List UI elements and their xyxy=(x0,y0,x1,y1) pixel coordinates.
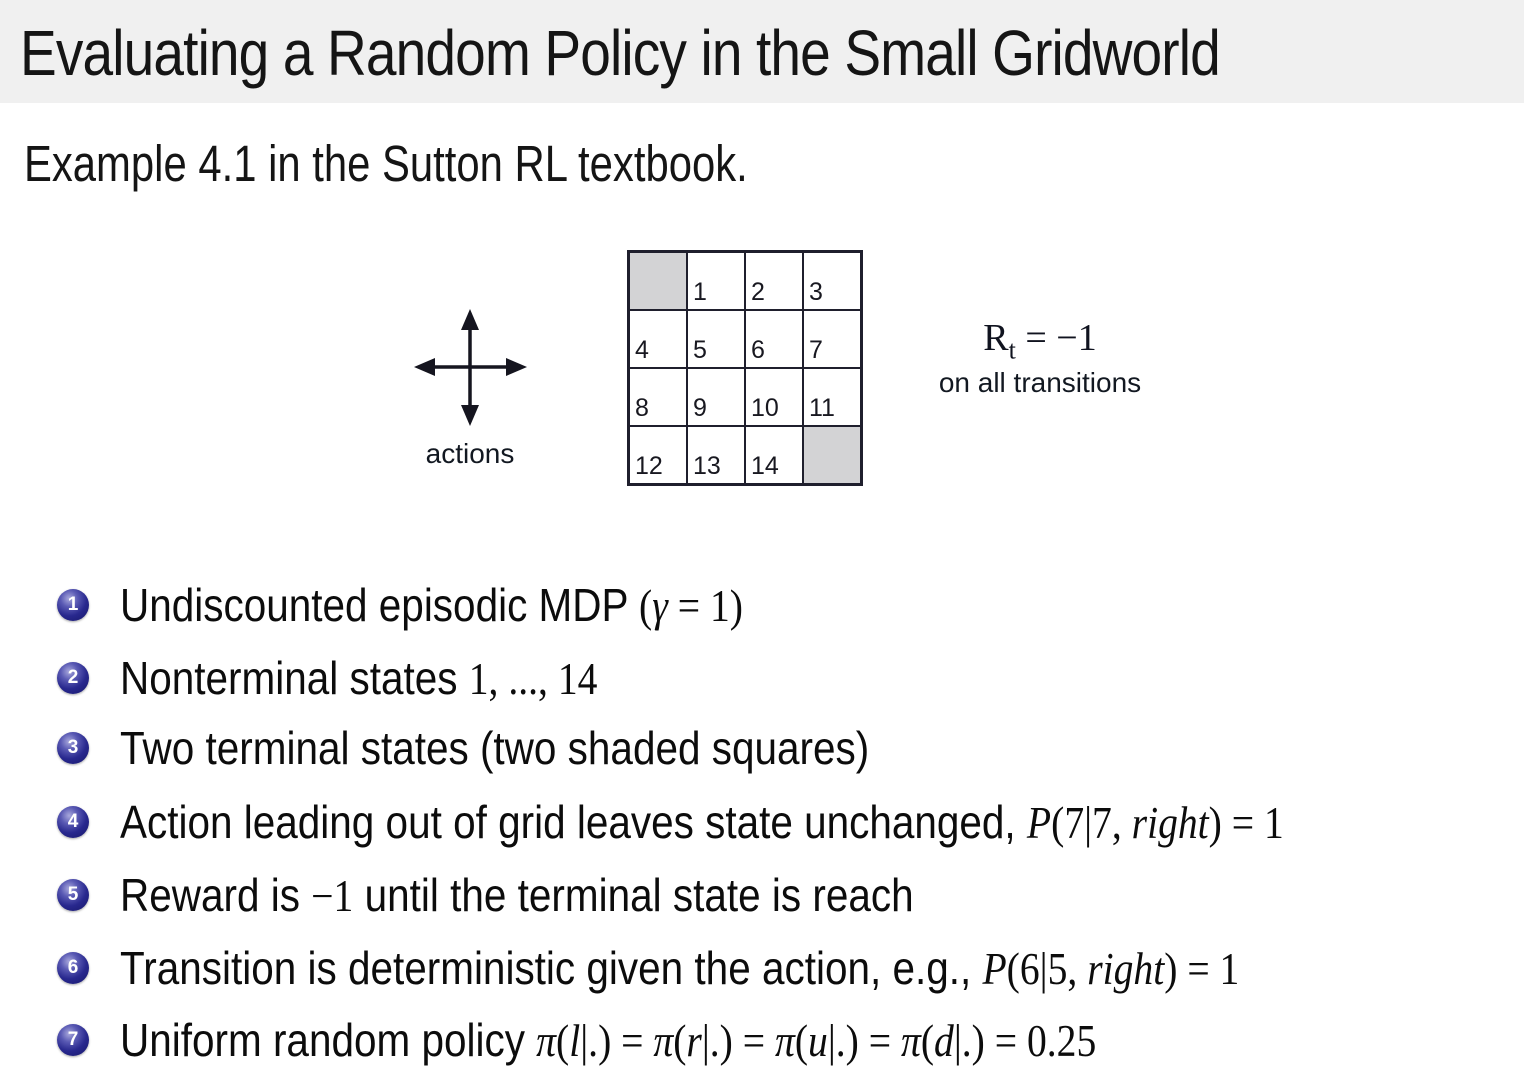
grid-cell: 7 xyxy=(804,311,860,367)
list-item xyxy=(57,944,1392,992)
item-number-ball: 2 xyxy=(57,662,89,694)
item-number-ball: 7 xyxy=(57,1024,89,1056)
actions-cross-icon xyxy=(405,300,535,440)
grid-cell: 14 xyxy=(746,427,802,483)
list-item xyxy=(57,724,971,772)
item-text: Reward is −1 until the terminal state is reach xyxy=(120,869,914,921)
grid-cell: 13 xyxy=(688,427,744,483)
gridworld-grid xyxy=(627,250,863,486)
item-text: Transition is deterministic given the action, e.g., P(6|5, right) = 1 xyxy=(120,942,1240,994)
grid-cell: 3 xyxy=(804,253,860,309)
terminal-cell xyxy=(804,427,860,483)
item-text: Action leading out of grid leaves state unchanged, P(7|7, right) = 1 xyxy=(120,796,1284,848)
item-text: Uniform random policy π(l|.) = π(r|.) = π(u|.) = π(d|.) = 0.25 xyxy=(120,1014,1097,1066)
list-item xyxy=(57,871,1022,919)
list-item xyxy=(57,654,663,702)
reward-value: = −1 xyxy=(1015,317,1097,359)
terminal-cell xyxy=(630,253,686,309)
grid-cell: 6 xyxy=(746,311,802,367)
reward-caption: on all transitions xyxy=(938,367,1142,399)
reward-note xyxy=(900,318,1180,399)
slide-title: Evaluating a Random Policy in the Small Gridworld xyxy=(20,17,1220,89)
grid-cell: 8 xyxy=(630,369,686,425)
reward-variable: R xyxy=(983,317,1009,359)
grid-cell: 9 xyxy=(688,369,744,425)
item-number-ball: 3 xyxy=(57,732,89,764)
slide-subtitle: Example 4.1 in the Sutton RL textbook. xyxy=(24,135,748,192)
list-item xyxy=(57,581,828,629)
list-item xyxy=(57,798,1443,846)
item-number-ball: 6 xyxy=(57,952,89,984)
item-number-ball: 1 xyxy=(57,589,89,621)
grid-cell: 10 xyxy=(746,369,802,425)
item-text: Undiscounted episodic MDP (γ = 1) xyxy=(120,579,743,631)
item-text: Nonterminal states 1, ..., 14 xyxy=(120,652,598,704)
reward-subscript: t xyxy=(1008,335,1016,365)
item-number-ball: 4 xyxy=(57,806,89,838)
actions-label: actions xyxy=(425,438,515,469)
grid-cell: 12 xyxy=(630,427,686,483)
item-text: Two terminal states (two shaded squares) xyxy=(120,722,870,774)
grid-cell: 4 xyxy=(630,311,686,367)
grid-cell: 1 xyxy=(688,253,744,309)
grid-cell: 5 xyxy=(688,311,744,367)
reward-equation xyxy=(900,318,1180,365)
grid-cell: 2 xyxy=(746,253,802,309)
item-number-ball: 5 xyxy=(57,879,89,911)
grid-cell: 11 xyxy=(804,369,860,425)
list-item xyxy=(57,1016,1229,1064)
